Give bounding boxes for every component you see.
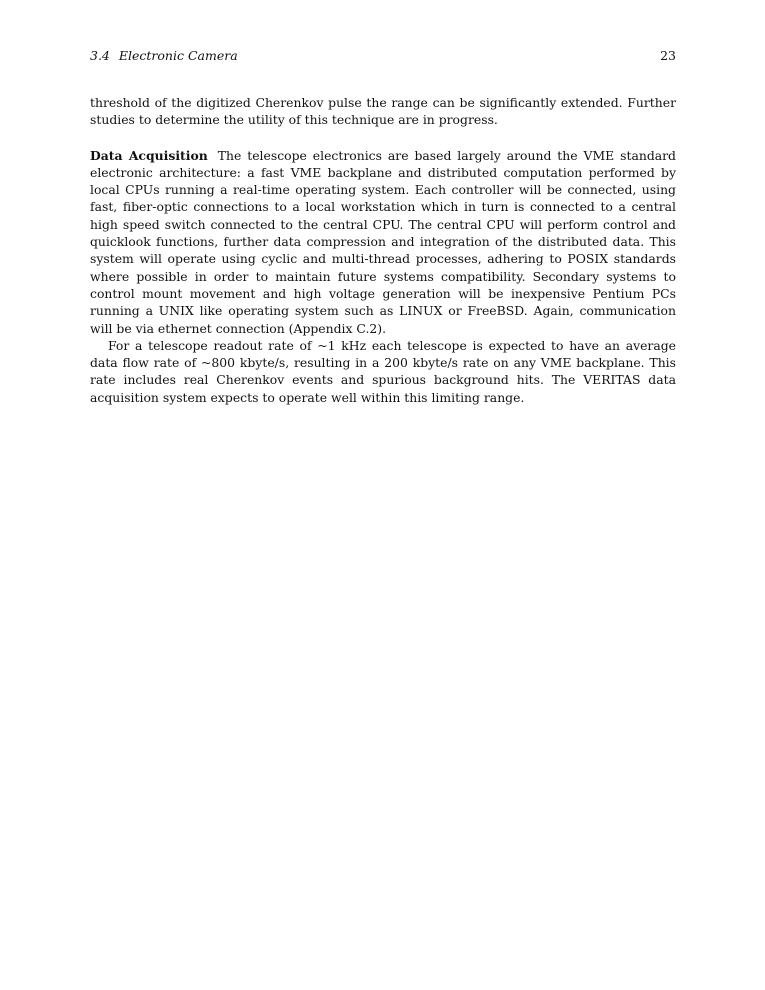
data-acquisition-paragraph bbox=[90, 147, 676, 337]
running-header bbox=[90, 40, 676, 70]
page-number: 23 bbox=[660, 48, 676, 63]
document-page bbox=[90, 40, 676, 406]
data-acquisition-heading: Data Acquisition bbox=[90, 147, 208, 163]
data-acquisition-text: The telescope electronics are based largely around the VME standard electronic architecture: a fast VME backplane and distributed computation performed by local CPUs running a real-time operating system. Each controller will be connected, using fast, fiber-optic connections to a local workstation which in turn is connected to a central high speed switch connected to the central CPU. The central CPU will perform control and quicklook functions, further data compression and integration of the distributed data. This system will operate using cyclic and multi-thread processes, adhering to POSIX standards where possible in order to maintain future systems compatibility. Secondary systems to control mount movement and high voltage generation will be inexpensive Pentium PCs running a UNIX like operating system such as LINUX or FreeBSD. Again, communication will be via ethernet connection (Appendix C.2). bbox=[90, 147, 676, 336]
continuation-paragraph: threshold of the digitized Cherenkov pulse the range can be significantly extended. Further studies to determine the utility of this technique are in progress. bbox=[90, 95, 676, 128]
section-reference bbox=[90, 48, 238, 63]
section-title: Electronic Camera bbox=[118, 48, 238, 63]
readout-rate-paragraph: For a telescope readout rate of ~1 kHz each telescope is expected to have an average data flow rate of ~800 kbyte/s, resulting in a 200 kbyte/s rate on any VME backplane. This rate includes real Cherenkov events and spurious background hits. The VERITAS data acquisition system expects to operate well within this limiting range. bbox=[90, 337, 676, 405]
section-number: 3.4 bbox=[90, 48, 110, 63]
